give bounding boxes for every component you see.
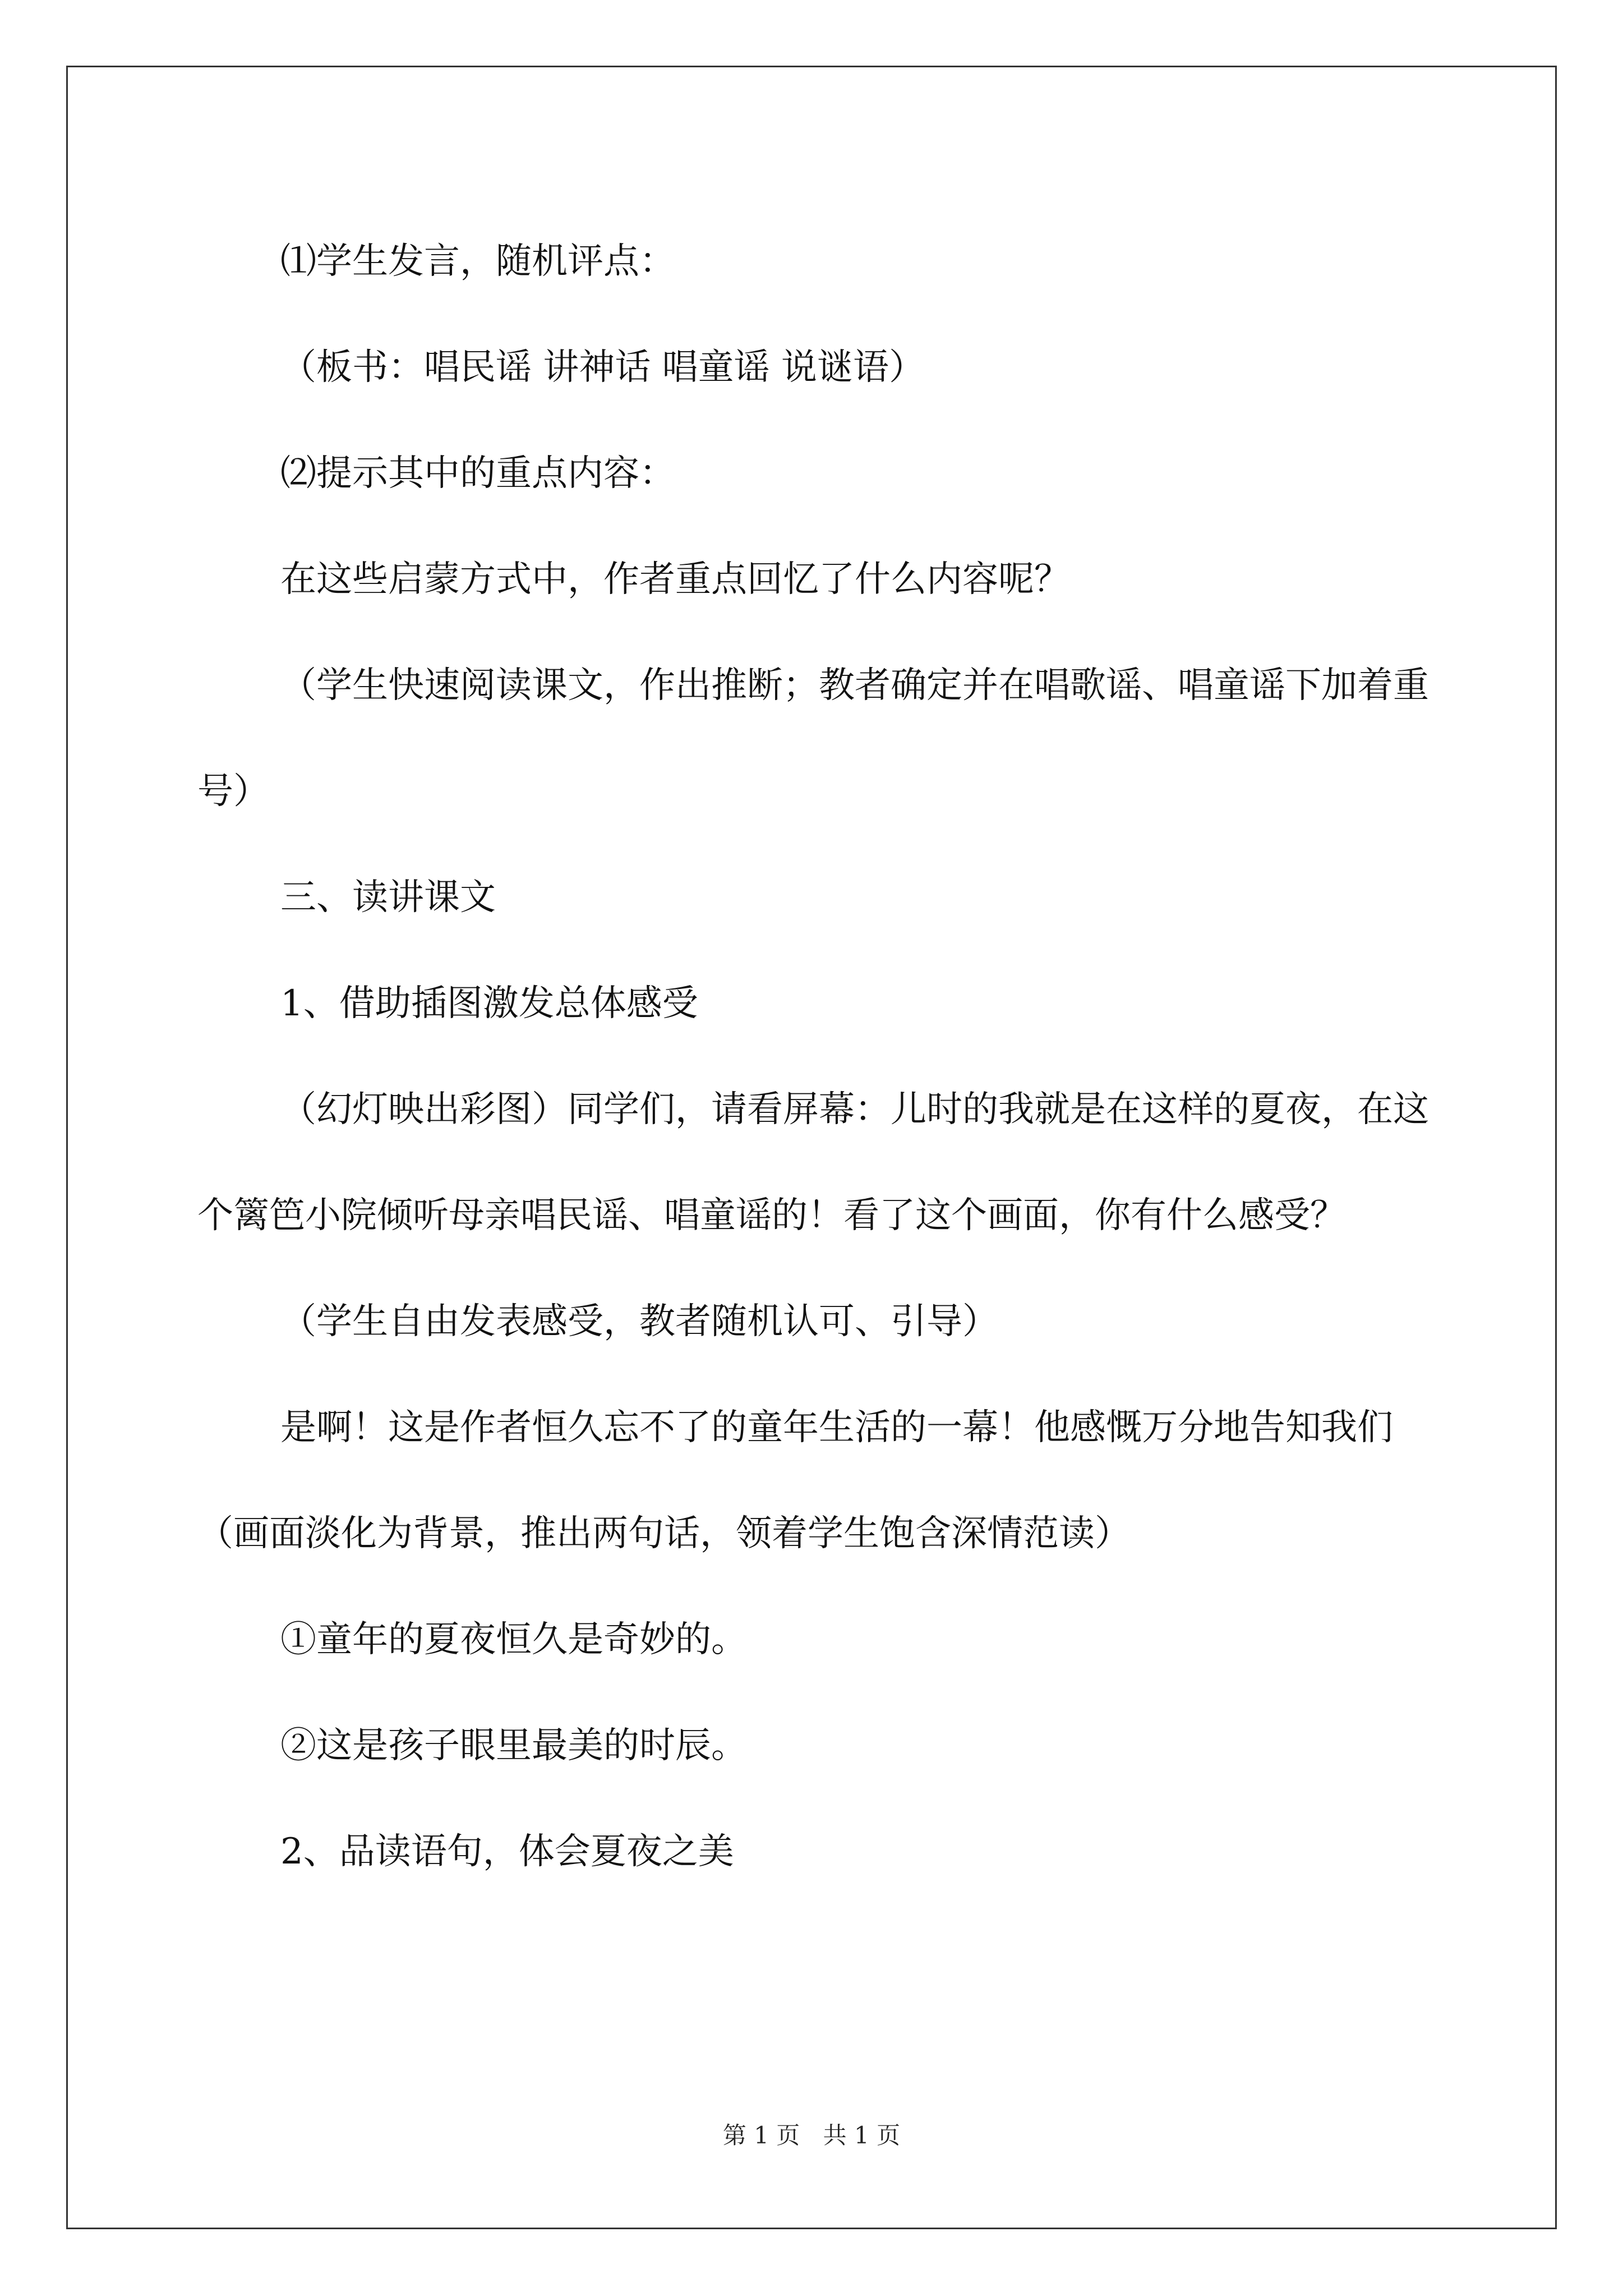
paragraph: ①童年的夏夜恒久是奇妙的。 [280, 1619, 747, 1660]
paragraph: （板书：唱民谣 讲神话 唱童谣 说谜语） [280, 347, 925, 388]
paragraph: （学生快速阅读课文，作出推断；教者确定并在唱歌谣、唱童谣下加着重号） [197, 665, 1429, 812]
page-total: 共 1 页 [823, 2122, 901, 2149]
paragraph: 在这些启蒙方式中，作者重点回忆了什么内容呢？ [280, 559, 1070, 600]
paragraph: 是啊！这是作者恒久忘不了的童年生活的一幕！他感慨万分地告知我们（画面淡化为背景，推出两句话，领着学生饱含深情范读） [197, 1407, 1393, 1554]
document-body [197, 209, 1431, 1905]
paragraph: ⑴学生发言，随机评点： [280, 241, 675, 282]
paragraph: （学生自由发表感受，教者随机认可、引导） [280, 1301, 998, 1342]
paragraph: ②这是孩子眼里最美的时辰。 [280, 1725, 747, 1766]
page-footer [0, 2117, 1623, 2151]
page-number: 第 1 页 [722, 2122, 800, 2149]
subsection-heading: 2、品读语句，体会夏夜之美 [280, 1831, 734, 1872]
section-heading: 三、读讲课文 [280, 877, 496, 918]
paragraph: （幻灯映出彩图）同学们，请看屏幕：儿时的我就是在这样的夏夜，在这个篱笆小院倾听母亲唱民谣、唱童谣的！看了这个画面，你有什么感受？ [197, 1089, 1429, 1236]
paragraph: ⑵提示其中的重点内容： [280, 453, 675, 494]
subsection-heading: 1、借助插图激发总体感受 [280, 983, 698, 1024]
